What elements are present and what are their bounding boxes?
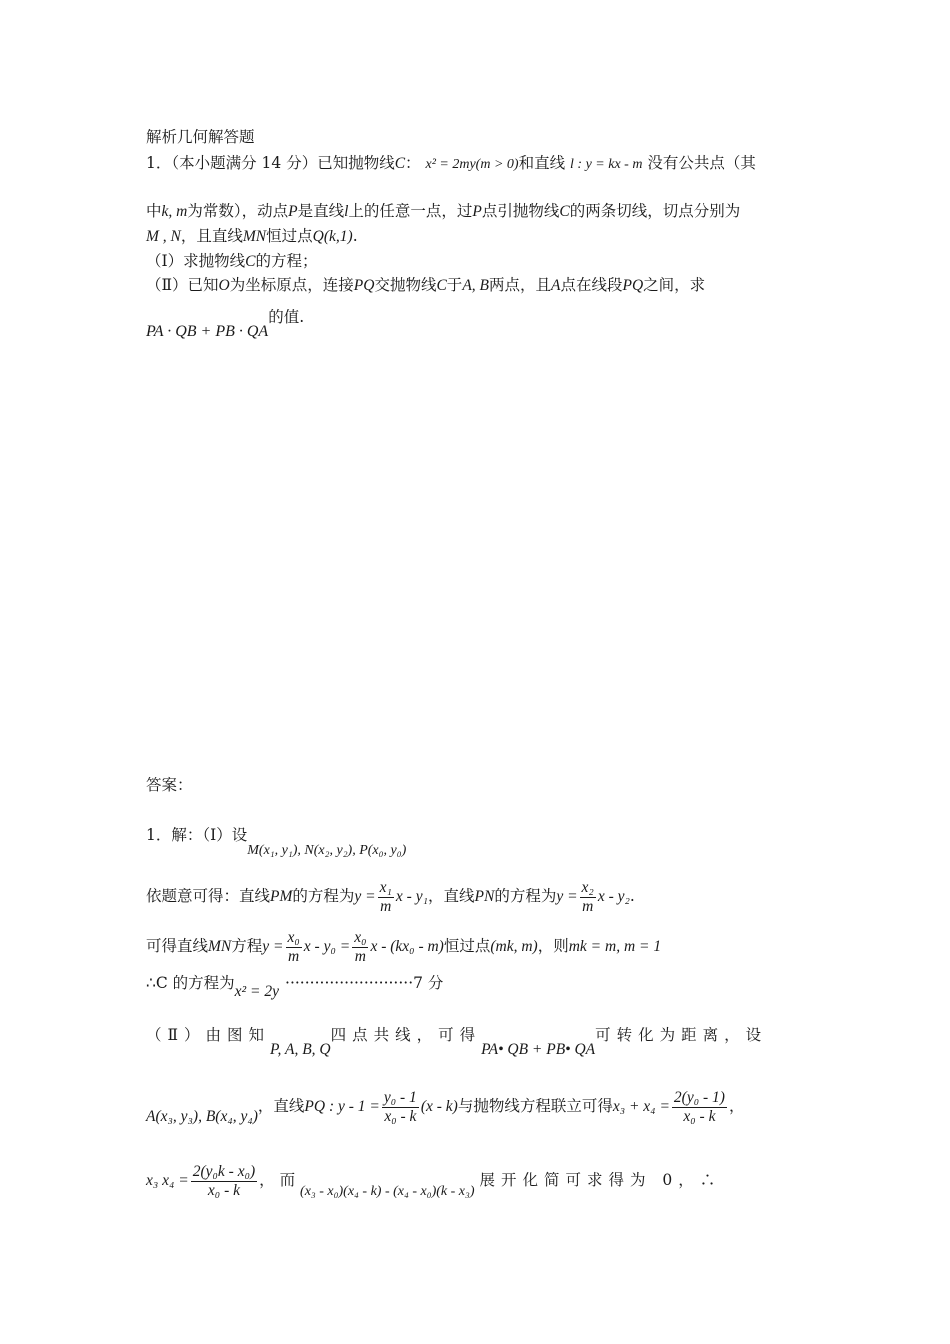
q1-text: 中 [146,202,162,220]
q1-text: 上的任意一点，过 [348,202,473,220]
q1-text: （Ⅱ）已知 [146,276,219,294]
line-pm: PM [270,888,293,905]
q1-curve-c: C [245,253,256,270]
target-expression: PA• QB + PB• QA [481,1041,596,1058]
q1-text: 为坐标原点，连接 [229,276,354,294]
mn-eq-mid: x - y₀ = [303,938,351,955]
solution-step-6 [146,1084,744,1139]
q1-point-a: A [551,277,561,294]
q1-parabola-equation: x² = 2my(m > 0) [425,157,519,172]
fraction [378,879,394,916]
q1-origin-o: O [218,277,230,294]
q1-points-mn: M , N [146,228,181,245]
q1-intro: 1．（本小题满分 14 分）已知抛物线 [146,154,395,172]
sol-text: 展开化简可求得为 0，∴ [479,1171,722,1189]
q1-text: （Ⅰ）求抛物线 [146,252,246,270]
pn-eq-pre: y = [556,888,578,905]
sol-text: 的方程为 [292,887,355,905]
q1-text: 为常数），动点 [187,202,289,220]
q1-text: 恒过点 [266,227,313,245]
sol-text: 的方程为 [494,887,557,905]
sol-text: 可得直线 [146,937,209,955]
fraction [352,929,368,966]
denominator: x₀ - k [683,1107,716,1125]
q1-text: 之间，求 [643,276,706,294]
fraction [672,1089,727,1126]
mn-eq-pre: y = [262,938,284,955]
question-1-expression [146,306,304,343]
answer-label: 答案： [146,776,193,794]
numerator: 2(y₀k - x₀) [192,1162,256,1180]
denominator: m [582,897,594,915]
q1-km: k, m [161,203,188,220]
q1-line-mn: MN [242,228,267,245]
q1-text: 的方程； [255,252,318,270]
sol-text: ， 而 [259,1171,296,1189]
sol-text: 方程 [231,937,263,955]
points-ab: A(x₃, y₃), B(x₄, y₄) [146,1108,258,1125]
sol-text: ∴C 的方程为 [146,974,235,992]
q1-text: 的两条切线，切点分别为 [569,202,741,220]
solution-step-2 [146,876,635,917]
expansion-expression: (x₃ - x₀)(x₄ - k) - (x₄ - x₀)(k - x₃) [300,1184,475,1199]
q1-and-line: 和直线 [518,154,566,172]
sol-text: 四点共线，可得 [330,1026,482,1044]
pm-eq-post: x - y₁ [395,888,428,905]
section-title: 解析几何解答题 [146,128,255,146]
fixed-point: (mk, m) [490,938,538,955]
pm-eq-pre: y = [354,888,376,905]
q1-text: 是直线 [297,202,345,220]
solution-head [146,824,406,862]
q1-segment-pq: PQ [353,277,375,294]
solution-step-3 [146,926,661,967]
line-mn: MN [208,938,232,955]
question-1-line-1 [146,152,756,176]
q1-no-common: 没有公共点（其 [647,154,756,172]
sol-text: 依题意可得：直线 [146,887,271,905]
q1-line-equation: l : y = kx - m [570,157,643,172]
sol-text: . [629,887,635,905]
collinear-points: P, A, B, Q [270,1041,331,1058]
sol-text: ， [728,1097,745,1115]
q1-line-l: l [344,203,349,220]
result-m: mk = m, m = 1 [568,938,662,955]
question-1-part-2 [146,274,705,297]
score-dots: ··························7 分 [285,974,444,992]
sol-text: 与抛物线方程联立可得 [457,1097,613,1115]
question-1-part-1 [146,250,317,273]
sol-text: （Ⅱ）由图知 [146,1026,271,1044]
q1-points-ab: A, B [462,277,489,294]
q1-text: 于 [446,276,463,294]
q1-curve-c: C [559,203,570,220]
numerator: x₁ [379,878,392,896]
mn-eq-post: x - (kx₀ - m) [370,938,444,955]
q1-point-p: P [472,203,482,220]
q1-text: 两点，且 [489,276,552,294]
prod-pre: x₃ x₄ = [146,1172,189,1189]
q1-point-q: Q(k,1) [312,228,353,245]
q1-segment-pq: PQ [622,277,644,294]
q1-curve-c: C [394,155,406,172]
solution-step-4 [146,972,443,1003]
q1-colon: ： [405,154,421,172]
numerator: x₂ [581,878,594,896]
fraction [580,879,596,916]
fraction [286,929,302,966]
question-1-line-2 [146,200,740,223]
q1-text: 点引抛物线 [481,202,560,220]
pq-eq-pre: PQ : y - 1 = [304,1098,380,1115]
fraction [382,1089,419,1126]
denominator: m [288,947,300,965]
numerator: x₀ [287,928,300,946]
sol-text: 1．解：（Ⅰ）设 [146,826,248,844]
q1-target-expression: PA · QB + PB · QA [146,323,269,340]
q1-text: ，且直线 [180,227,243,245]
denominator: m [380,897,392,915]
numerator: 2(y₀ - 1) [673,1088,725,1106]
sol-text: 恒过点 [443,937,491,955]
line-pn: PN [474,888,495,905]
pq-eq-post: (x - k) [420,1098,458,1115]
numerator: y₀ - 1 [383,1088,417,1106]
q1-text: 点在线段 [560,276,623,294]
sum-pre: x₃ + x₄ = [612,1098,670,1115]
pn-eq-post: x - y₂ [597,888,630,905]
denominator: x₀ - k [384,1107,417,1125]
q1-text: 的值. [268,308,305,326]
sol-text: ，则 [537,937,569,955]
numerator: x₀ [354,928,367,946]
q1-text: 交抛物线 [374,276,437,294]
q1-point-p: P [288,203,298,220]
denominator: x₀ - k [207,1181,240,1199]
q1-text: . [352,227,358,245]
sol-text: 可转化为距离，设 [595,1026,768,1044]
fraction [191,1163,257,1200]
solution-step-7 [146,1158,721,1214]
sol-text: ，直线 [257,1097,305,1115]
denominator: m [354,947,366,965]
sol-text: ，直线 [427,887,475,905]
question-1-line-3 [146,225,358,248]
q1-curve-c: C [436,277,447,294]
sol-points: M(x₁, y₁), N(x₂, y₂), P(x₀, y₀) [247,843,407,858]
parabola-result: x² = 2y [234,983,280,1000]
solution-step-5 [146,1024,767,1061]
